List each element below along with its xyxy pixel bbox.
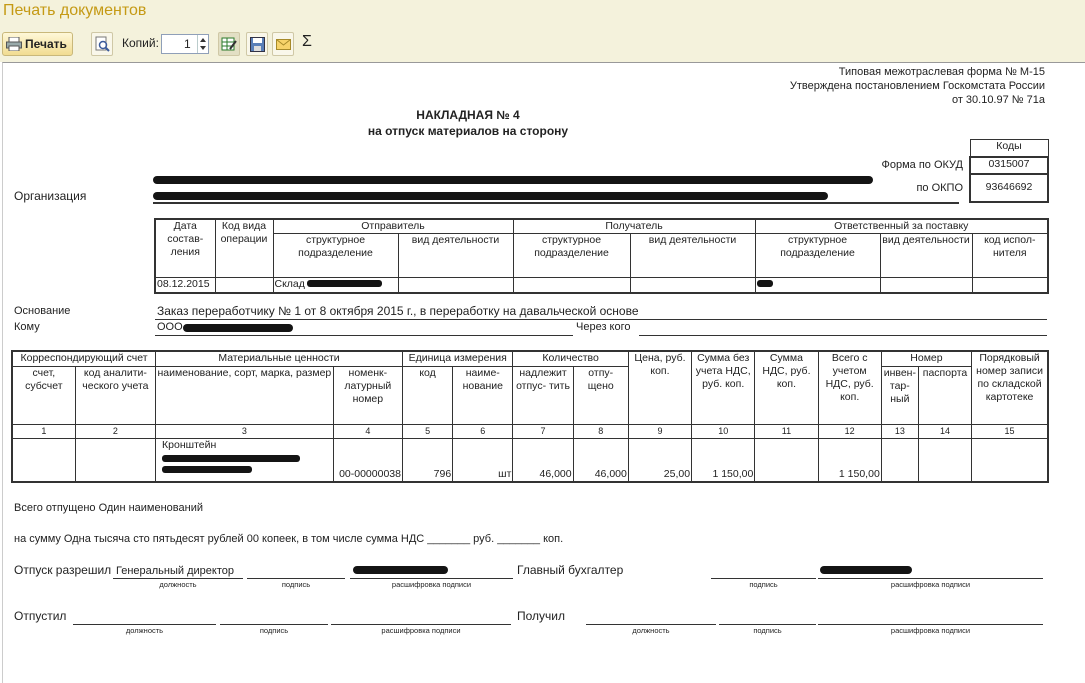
preview-button[interactable] <box>91 32 113 56</box>
sender-unit-text: Склад <box>274 278 305 290</box>
redacted-responsible <box>757 280 773 287</box>
col-num: 10 <box>692 424 755 438</box>
cell-account <box>12 438 75 482</box>
chief-accountant-label: Главный бухгалтер <box>517 563 624 577</box>
released-sign-line <box>220 624 328 625</box>
caption-position: должность <box>159 580 197 589</box>
floppy-disk-icon <box>250 37 265 52</box>
okpo-value: 93646692 <box>970 174 1048 202</box>
okud-value: 0315007 <box>970 157 1048 174</box>
col-num: 8 <box>573 424 628 438</box>
col-num: 13 <box>881 424 918 438</box>
th-quantity: Количество <box>513 351 628 366</box>
th-unit-name: наиме- нование <box>453 366 513 424</box>
th-inventory: инвен- тар- ный <box>881 366 918 424</box>
th-passport: паспорта <box>918 366 971 424</box>
th-nomenclature: номенк- латурный номер <box>333 366 402 424</box>
spinner-arrows-icon <box>198 35 208 53</box>
allowed-label: Отпуск разрешил <box>14 563 112 577</box>
redacted-allowed-name <box>353 566 448 574</box>
received-label: Получил <box>517 609 565 623</box>
copies-value: 1 <box>184 37 191 51</box>
copies-input[interactable] <box>161 34 209 54</box>
col-num: 12 <box>818 424 881 438</box>
codes-title: Коды <box>970 140 1048 157</box>
print-button[interactable] <box>2 32 73 56</box>
chief-sign-line <box>711 578 816 579</box>
window-title: Печать документов <box>3 2 147 19</box>
via-label: Через кого <box>576 321 631 333</box>
document-area <box>2 62 1085 683</box>
caption-sign: подпись <box>259 626 289 635</box>
received-position-line <box>586 624 716 625</box>
col-num: 6 <box>453 424 513 438</box>
allowed-position-line <box>113 578 243 579</box>
th-released: отпу- щено <box>573 366 628 424</box>
send-email-button[interactable] <box>272 32 294 56</box>
th-operation-code: Код вида операции <box>215 219 273 278</box>
caption-decode: расшифровка подписи <box>391 580 472 589</box>
form-line-2: Утверждена постановлением Госкомстата России <box>789 80 1045 92</box>
th-price: Цена, руб. коп. <box>628 351 691 424</box>
cell-unit-code: 796 <box>402 438 452 482</box>
th-sender-unit: структурное подразделение <box>273 234 398 278</box>
date-value: 08.12.2015 <box>155 278 215 293</box>
print-button-label: Печать <box>25 37 67 51</box>
col-num: 4 <box>333 424 402 438</box>
via-underline <box>639 335 1047 336</box>
copies-spinner[interactable] <box>197 35 208 53</box>
to-label: Кому <box>14 321 40 333</box>
th-receiver: Получатель <box>513 219 755 234</box>
operation-code-value <box>215 278 273 293</box>
envelope-icon <box>276 39 291 50</box>
column-numbers-row <box>12 424 1048 438</box>
item-name: Кронштейн <box>162 438 217 451</box>
col-num: 14 <box>918 424 971 438</box>
form-line-3: от 30.10.97 № 71а <box>951 94 1045 106</box>
th-responsible: Ответственный за поставку <box>755 219 1048 234</box>
th-unit-code: код <box>402 366 452 424</box>
to-value: ООО <box>157 321 183 333</box>
received-sign-line <box>719 624 816 625</box>
receiver-unit-value <box>513 278 630 293</box>
col-num: 3 <box>156 424 334 438</box>
th-responsible-activity: вид деятельности <box>880 234 972 278</box>
col-num: 7 <box>513 424 573 438</box>
cell-due: 46,000 <box>513 438 573 482</box>
caption-decode: расшифровка подписи <box>381 626 461 635</box>
allowed-sign-line <box>247 578 345 579</box>
caption-sign: подпись <box>753 626 782 635</box>
caption-decode: расшифровка подписи <box>890 626 971 635</box>
save-button[interactable] <box>246 32 268 56</box>
chief-decode-line <box>818 578 1043 579</box>
redacted-item-detail-2 <box>162 466 252 473</box>
basis-label: Основание <box>14 305 71 317</box>
responsible-activity-value <box>880 278 972 293</box>
allowed-decode-line <box>350 578 513 579</box>
basis-underline <box>155 319 1047 320</box>
received-decode-line <box>818 624 1043 625</box>
th-receiver-unit: структурное подразделение <box>513 234 630 278</box>
cell-released: 46,000 <box>573 438 628 482</box>
allowed-position: Генеральный директор <box>116 565 234 577</box>
printer-icon <box>6 37 22 51</box>
th-sender: Отправитель <box>273 219 513 234</box>
cell-vat <box>755 438 818 482</box>
window-header <box>0 0 1085 62</box>
th-name: наименование, сорт, марка, размер <box>156 366 334 424</box>
th-card-record: Порядковый номер записи по складской картотеке <box>972 351 1048 424</box>
cell-total: 1 150,00 <box>818 438 881 482</box>
organization-label: Организация <box>14 189 87 203</box>
th-vat: Сумма НДС, руб. коп. <box>755 351 818 424</box>
edit-toggle-button[interactable] <box>218 32 240 56</box>
released-position-line <box>73 624 216 625</box>
basis-value: Заказ переработчику № 1 от 8 октября 2015 г., в переработку на давальческой основе <box>157 304 639 318</box>
materials-table <box>11 350 1049 483</box>
th-responsible-unit: структурное подразделение <box>755 234 880 278</box>
col-num: 11 <box>755 424 818 438</box>
codes-table <box>969 139 1049 203</box>
redacted-organization-1 <box>153 176 873 184</box>
table-row <box>12 438 1048 482</box>
caption-position: должность <box>632 626 670 635</box>
redacted-chief-name <box>820 566 912 574</box>
redacted-item-detail-1 <box>162 455 300 462</box>
caption-position: должность <box>125 626 164 635</box>
th-sender-activity: вид деятельности <box>398 234 513 278</box>
cell-inventory <box>881 438 918 482</box>
th-executor-code: код испол- нителя <box>972 234 1048 278</box>
document-title: НАКЛАДНАЯ № 4 <box>416 108 520 122</box>
movement-table <box>154 218 1049 294</box>
sum-sigma-button[interactable]: Σ <box>302 33 312 50</box>
caption-decode: расшифровка подписи <box>890 580 971 589</box>
cell-sum: 1 150,00 <box>692 438 755 482</box>
th-receiver-activity: вид деятельности <box>630 234 755 278</box>
col-num: 2 <box>75 424 155 438</box>
to-underline <box>155 335 573 336</box>
redacted-organization-2 <box>153 192 828 200</box>
copies-label: Копий: <box>122 36 159 50</box>
table-edit-icon <box>221 36 237 52</box>
released-decode-line <box>331 624 511 625</box>
redacted-recipient <box>183 324 293 332</box>
responsible-unit-value <box>755 278 880 293</box>
caption-sign: подпись <box>281 580 311 589</box>
sender-unit-value <box>273 278 398 293</box>
th-sum-no-vat: Сумма без учета НДС, руб. коп. <box>692 351 755 424</box>
cell-passport <box>918 438 971 482</box>
okud-label: Форма по ОКУД <box>881 159 963 171</box>
document-subtitle: на отпуск материалов на сторону <box>367 124 569 138</box>
cell-analytic <box>75 438 155 482</box>
receiver-activity-value <box>630 278 755 293</box>
sender-activity-value <box>398 278 513 293</box>
released-label: Отпустил <box>14 609 67 623</box>
okpo-label: по ОКПО <box>916 182 963 194</box>
th-due: надлежит отпус- тить <box>513 366 573 424</box>
cell-name <box>156 438 334 482</box>
cell-card <box>972 438 1048 482</box>
th-total: Всего с учетом НДС, руб. коп. <box>818 351 881 424</box>
cell-unit-name: шт <box>453 438 513 482</box>
caption-sign: подпись <box>749 580 778 589</box>
th-account: счет, субсчет <box>12 366 75 424</box>
th-analytic-code: код аналити- ческого учета <box>75 366 155 424</box>
total-sum-line: на сумму Одна тысяча сто пятьдесят рублей 00 копеек, в том числе сумма НДС _______ руб. _______ коп. <box>14 533 564 545</box>
th-corr-account: Корреспондирующий счет <box>12 351 156 366</box>
th-date: Дата состав- ления <box>155 219 215 278</box>
th-materials: Материальные ценности <box>156 351 403 366</box>
col-num: 9 <box>628 424 691 438</box>
col-num: 1 <box>12 424 75 438</box>
th-unit: Единица измерения <box>402 351 512 366</box>
executor-code-value <box>972 278 1048 293</box>
col-num: 15 <box>972 424 1048 438</box>
form-line-1: Типовая межотраслевая форма № М-15 <box>838 66 1045 78</box>
organization-underline <box>153 202 959 204</box>
cell-nomenclature: 00-00000038 <box>333 438 402 482</box>
cell-price: 25,00 <box>628 438 691 482</box>
total-items-line: Всего отпущено Один наименований <box>14 502 203 514</box>
preview-icon <box>94 36 110 52</box>
th-number: Номер <box>881 351 971 366</box>
redacted-sender-unit <box>307 280 382 287</box>
col-num: 5 <box>402 424 452 438</box>
